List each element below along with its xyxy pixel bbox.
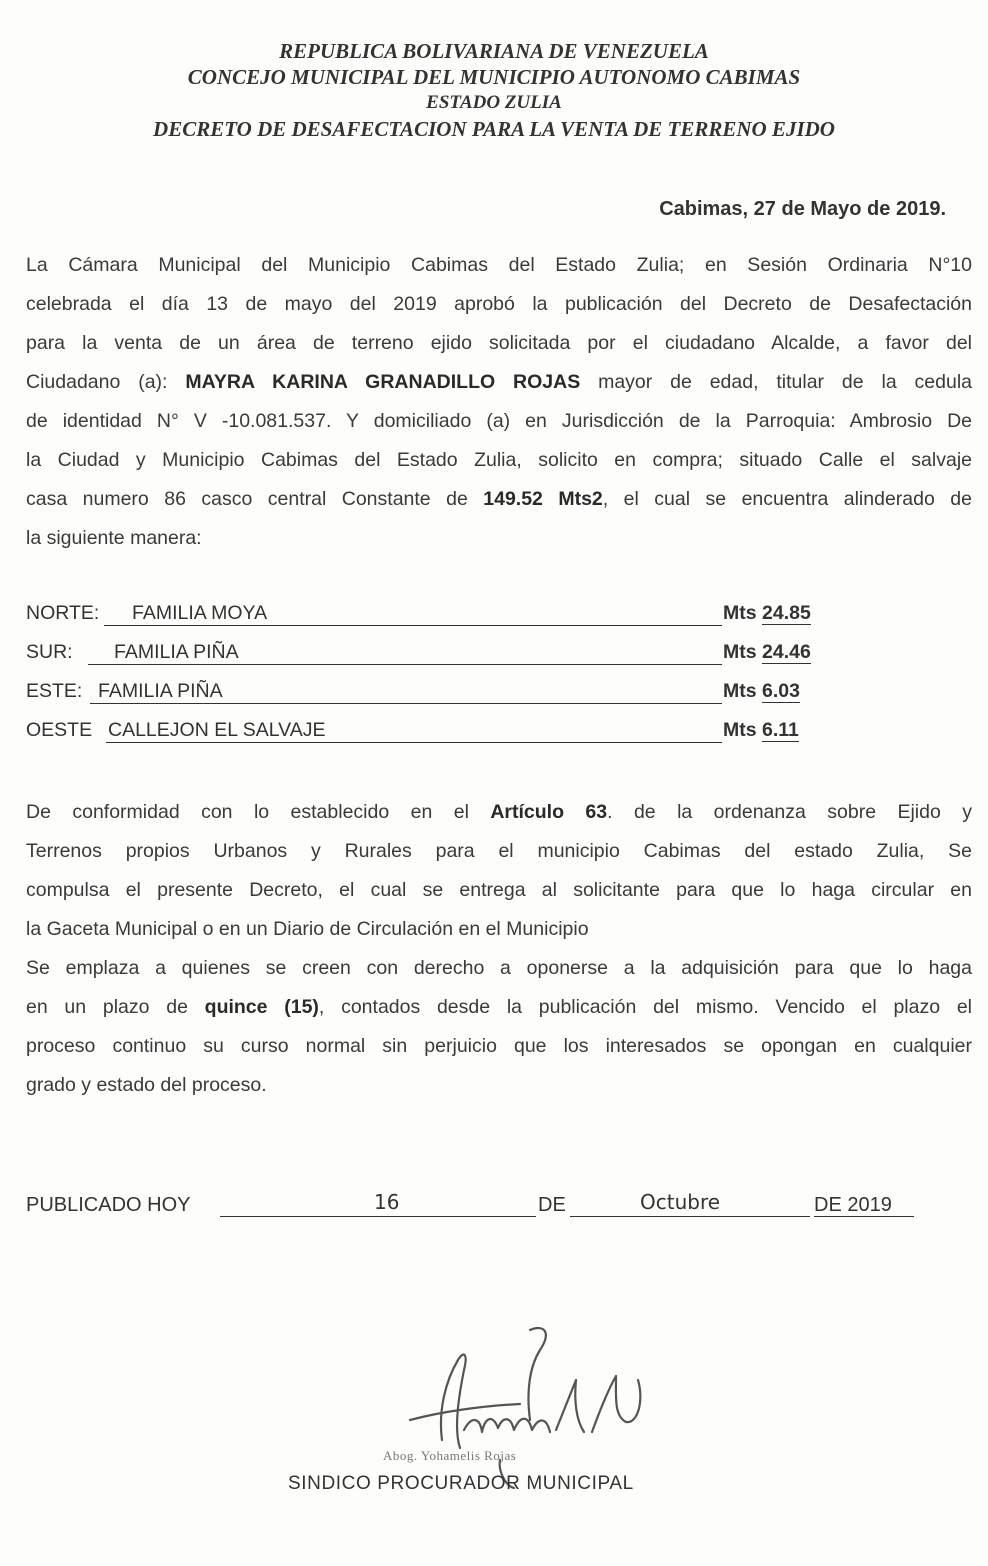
document-date: Cabimas, 27 de Mayo de 2019. xyxy=(659,198,946,220)
text-line xyxy=(26,988,972,1027)
text-fragment: , el cual se encuentra alinderado de xyxy=(602,488,972,510)
text-line: celebrada el día 13 de mayo del 2019 aprobó la publicación del Decreto de Desafectación xyxy=(26,293,972,315)
header-decree-title: DECRETO DE DESAFECTACION PARA LA VENTA DE TERRENO EJIDO xyxy=(153,117,835,141)
boundary-row-south xyxy=(26,637,836,676)
handwritten-signature xyxy=(380,1320,700,1490)
text-fragment: De conformidad con lo establecido en el xyxy=(26,801,491,823)
boundary-row-west xyxy=(26,715,836,754)
text-line: Se emplaza a quienes se creen con derecho a oponerse a la adquisición para que lo haga xyxy=(26,957,972,979)
unit-label: Mts xyxy=(723,602,757,624)
boundary-measure xyxy=(723,680,800,703)
fill-line xyxy=(88,664,722,665)
boundary-measure xyxy=(723,602,811,625)
boundary-row-north xyxy=(26,598,836,637)
text-line: la siguiente manera: xyxy=(26,527,202,549)
fill-line xyxy=(220,1216,536,1217)
text-fragment: Ciudadano (a): xyxy=(26,371,186,393)
text-line xyxy=(26,363,972,402)
text-line xyxy=(26,480,972,519)
boundary-row-east xyxy=(26,676,836,715)
boundary-label: ESTE: xyxy=(26,680,83,702)
measure-value: 6.11 xyxy=(762,719,799,741)
text-line: La Cámara Municipal del Municipio Cabimas del Estado Zulia; en Sesión Ordinaria N°10 xyxy=(26,254,972,276)
publication-line xyxy=(26,1190,926,1230)
text-fragment: en un plazo de xyxy=(26,996,205,1018)
boundaries-table xyxy=(26,598,836,754)
text-line xyxy=(26,793,972,832)
text-fragment: casa numero 86 casco central Constante de xyxy=(26,488,484,510)
paragraph-resolution xyxy=(26,246,972,558)
text-line: de identidad N° V -10.081.537. Y domiciliado (a) en Jurisdicción de la Parroquia: Ambrosio De xyxy=(26,410,972,432)
measure-value: 6.03 xyxy=(762,680,800,702)
text-fragment: , contados desde la publicación del mismo. Vencido el plazo el xyxy=(318,996,972,1018)
fill-line xyxy=(814,1216,914,1217)
measure-value: 24.46 xyxy=(762,641,811,663)
publication-month: Octubre xyxy=(640,1190,721,1214)
boundary-value: FAMILIA MOYA xyxy=(132,602,268,624)
text-line: la Gaceta Municipal o en un Diario de Circulación en el Municipio xyxy=(26,918,589,940)
text-line: compulsa el presente Decreto, el cual se entrega al solicitante para que lo haga circular en xyxy=(26,879,972,901)
boundary-label: OESTE xyxy=(26,719,93,741)
boundary-value: FAMILIA PIÑA xyxy=(114,641,239,663)
publication-year: DE 2019 xyxy=(814,1194,892,1216)
publication-de: DE xyxy=(538,1194,566,1216)
text-line: Terrenos propios Urbanos y Rurales para el municipio Cabimas del estado Zulia, Se xyxy=(26,840,972,862)
header-republic: REPUBLICA BOLIVARIANA DE VENEZUELA xyxy=(279,39,709,63)
text-fragment: . de la ordenanza sobre Ejido y xyxy=(607,801,972,823)
fill-line xyxy=(570,1216,810,1217)
paragraph-legal-basis xyxy=(26,793,972,1105)
signer-title: SINDICO PROCURADOR MUNICIPAL xyxy=(288,1473,634,1494)
signer-name: Abog. Yohamelis Rojas xyxy=(383,1448,517,1463)
citizen-name: MAYRA KARINA GRANADILLO ROJAS xyxy=(185,371,581,393)
measure-value: 24.85 xyxy=(762,602,811,624)
boundary-measure xyxy=(723,641,811,664)
text-line: la Ciudad y Municipio Cabimas del Estado Zulia, solicito en compra; situado Calle el salvaje xyxy=(26,449,972,471)
unit-label: Mts xyxy=(723,719,757,741)
fill-line xyxy=(106,742,722,743)
document-header xyxy=(0,38,988,142)
header-state: ESTADO ZULIA xyxy=(426,92,562,113)
publication-day: 16 xyxy=(374,1190,400,1214)
text-line: proceso continuo su curso normal sin perjuicio que los interesados se opongan en cualquier xyxy=(26,1035,972,1057)
header-council: CONCEJO MUNICIPAL DEL MUNICIPIO AUTONOMO CABIMAS xyxy=(187,65,801,89)
boundary-measure xyxy=(723,719,799,742)
text-line: grado y estado del proceso. xyxy=(26,1074,267,1096)
land-area: 149.52 Mts2 xyxy=(483,488,603,510)
fill-line xyxy=(90,703,722,704)
boundary-label: SUR: xyxy=(26,641,73,663)
unit-label: Mts xyxy=(723,680,757,702)
text-fragment: mayor de edad, titular de la cedula xyxy=(580,371,973,393)
unit-label: Mts xyxy=(723,641,757,663)
term-period: quince (15) xyxy=(204,996,319,1018)
boundary-value: FAMILIA PIÑA xyxy=(98,680,223,702)
boundary-value: CALLEJON EL SALVAJE xyxy=(108,719,326,741)
publication-label: PUBLICADO HOY xyxy=(26,1194,191,1216)
text-line: para la venta de un área de terreno ejido solicitada por el ciudadano Alcalde, a favor del xyxy=(26,332,972,354)
fill-line xyxy=(104,625,722,626)
article-reference: Artículo 63 xyxy=(490,801,608,823)
boundary-label: NORTE: xyxy=(26,602,100,624)
